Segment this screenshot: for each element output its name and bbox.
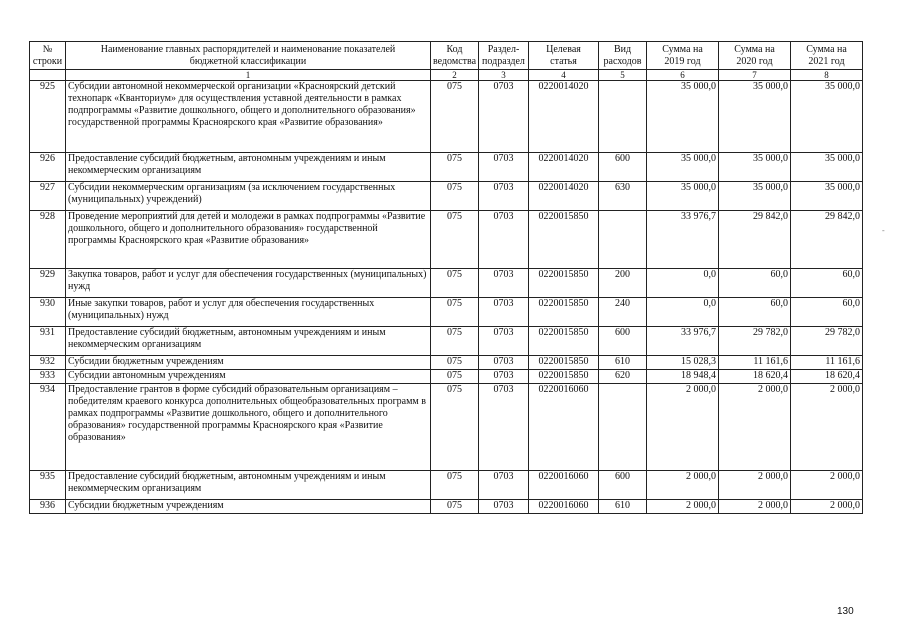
row-expense-type: 610 — [599, 500, 647, 514]
row-number: 925 — [30, 81, 66, 153]
page-number: 130 — [837, 606, 854, 617]
row-target-article: 0220016060 — [529, 500, 599, 514]
row-section: 0703 — [479, 211, 529, 269]
row-number: 926 — [30, 153, 66, 182]
row-sum-2021: 35 000,0 — [791, 81, 863, 153]
row-section: 0703 — [479, 81, 529, 153]
row-dept-code: 075 — [431, 153, 479, 182]
row-sum-2019: 2 000,0 — [647, 384, 719, 471]
row-target-article: 0220015850 — [529, 327, 599, 356]
row-dept-code: 075 — [431, 182, 479, 211]
row-name: Субсидии бюджетным учреждениям — [66, 356, 431, 370]
row-expense-type — [599, 81, 647, 153]
table-row — [30, 384, 863, 471]
row-target-article: 0220014020 — [529, 153, 599, 182]
row-sum-2020: 60,0 — [719, 298, 791, 327]
row-number: 932 — [30, 356, 66, 370]
header-sum-2021: Сумма на 2021 год — [791, 42, 863, 70]
column-number: 2 — [431, 70, 479, 81]
table-row — [30, 211, 863, 269]
row-number: 930 — [30, 298, 66, 327]
row-dept-code: 075 — [431, 298, 479, 327]
column-number-row — [30, 70, 863, 81]
row-number: 934 — [30, 384, 66, 471]
row-sum-2019: 35 000,0 — [647, 182, 719, 211]
margin-mark: - — [882, 226, 885, 235]
row-expense-type: 630 — [599, 182, 647, 211]
table-row — [30, 500, 863, 514]
row-sum-2019: 15 028,3 — [647, 356, 719, 370]
row-sum-2019: 33 976,7 — [647, 211, 719, 269]
column-number: 8 — [791, 70, 863, 81]
row-section: 0703 — [479, 471, 529, 500]
row-target-article: 0220015850 — [529, 370, 599, 384]
table-row — [30, 327, 863, 356]
row-sum-2021: 2 000,0 — [791, 384, 863, 471]
table-header — [30, 42, 863, 81]
row-name: Предоставление грантов в форме субсидий образовательным организациям – победителям краевого конкурса дополнительных общеобразовательных программ в рамках подпрограммы «Развитие дошкольного, общего и дополнительного образования» государственной программы Красноярского края «Развитие образования» — [66, 384, 431, 471]
row-sum-2019: 0,0 — [647, 298, 719, 327]
row-dept-code: 075 — [431, 384, 479, 471]
row-section: 0703 — [479, 327, 529, 356]
table-row — [30, 356, 863, 370]
table-row — [30, 182, 863, 211]
table-row — [30, 269, 863, 298]
row-section: 0703 — [479, 182, 529, 211]
row-target-article: 0220016060 — [529, 384, 599, 471]
row-name: Субсидии автономным учреждениям — [66, 370, 431, 384]
table-row — [30, 298, 863, 327]
row-target-article: 0220014020 — [529, 81, 599, 153]
row-sum-2019: 35 000,0 — [647, 81, 719, 153]
row-section: 0703 — [479, 500, 529, 514]
row-dept-code: 075 — [431, 356, 479, 370]
row-sum-2021: 35 000,0 — [791, 182, 863, 211]
row-dept-code: 075 — [431, 500, 479, 514]
row-sum-2019: 18 948,4 — [647, 370, 719, 384]
header-sum-2019: Сумма на 2019 год — [647, 42, 719, 70]
row-sum-2020: 35 000,0 — [719, 81, 791, 153]
row-sum-2020: 35 000,0 — [719, 182, 791, 211]
row-sum-2019: 2 000,0 — [647, 471, 719, 500]
row-section: 0703 — [479, 384, 529, 471]
row-dept-code: 075 — [431, 269, 479, 298]
row-number: 927 — [30, 182, 66, 211]
table-row — [30, 153, 863, 182]
row-section: 0703 — [479, 153, 529, 182]
column-number: 6 — [647, 70, 719, 81]
row-sum-2021: 18 620,4 — [791, 370, 863, 384]
row-expense-type — [599, 384, 647, 471]
row-target-article: 0220016060 — [529, 471, 599, 500]
row-expense-type: 600 — [599, 153, 647, 182]
header-expense-type: Вид расходов — [599, 42, 647, 70]
header-target-article: Целевая статья — [529, 42, 599, 70]
header-dept-code: Код ведомства — [431, 42, 479, 70]
row-sum-2020: 29 842,0 — [719, 211, 791, 269]
row-name: Иные закупки товаров, работ и услуг для обеспечения государственных (муниципальных) нужд — [66, 298, 431, 327]
row-expense-type: 620 — [599, 370, 647, 384]
row-sum-2021: 35 000,0 — [791, 153, 863, 182]
row-number: 931 — [30, 327, 66, 356]
row-sum-2021: 60,0 — [791, 298, 863, 327]
row-expense-type: 600 — [599, 471, 647, 500]
row-target-article: 0220014020 — [529, 182, 599, 211]
row-dept-code: 075 — [431, 211, 479, 269]
row-sum-2021: 29 842,0 — [791, 211, 863, 269]
row-sum-2021: 2 000,0 — [791, 471, 863, 500]
header-row-number: № строки — [30, 42, 66, 70]
row-sum-2019: 2 000,0 — [647, 500, 719, 514]
row-sum-2021: 11 161,6 — [791, 356, 863, 370]
row-expense-type: 600 — [599, 327, 647, 356]
row-name: Субсидии бюджетным учреждениям — [66, 500, 431, 514]
row-section: 0703 — [479, 269, 529, 298]
row-sum-2019: 0,0 — [647, 269, 719, 298]
column-number: 7 — [719, 70, 791, 81]
row-number: 933 — [30, 370, 66, 384]
row-expense-type — [599, 211, 647, 269]
table-row — [30, 370, 863, 384]
row-sum-2020: 60,0 — [719, 269, 791, 298]
row-section: 0703 — [479, 356, 529, 370]
table-row — [30, 471, 863, 500]
header-sum-2020: Сумма на 2020 год — [719, 42, 791, 70]
row-expense-type: 610 — [599, 356, 647, 370]
row-sum-2020: 2 000,0 — [719, 471, 791, 500]
row-sum-2020: 29 782,0 — [719, 327, 791, 356]
row-number: 935 — [30, 471, 66, 500]
table-body — [30, 81, 863, 514]
row-sum-2019: 33 976,7 — [647, 327, 719, 356]
table-row — [30, 81, 863, 153]
row-dept-code: 075 — [431, 370, 479, 384]
row-sum-2021: 60,0 — [791, 269, 863, 298]
row-number: 929 — [30, 269, 66, 298]
row-number: 928 — [30, 211, 66, 269]
row-target-article: 0220015850 — [529, 298, 599, 327]
row-name: Предоставление субсидий бюджетным, автономным учреждениям и иным некоммерческим организациям — [66, 471, 431, 500]
row-sum-2020: 35 000,0 — [719, 153, 791, 182]
row-expense-type: 240 — [599, 298, 647, 327]
row-section: 0703 — [479, 370, 529, 384]
row-sum-2020: 18 620,4 — [719, 370, 791, 384]
column-number: 4 — [529, 70, 599, 81]
row-name: Проведение мероприятий для детей и молодежи в рамках подпрограммы «Развитие дошкольного, общего и дополнительного образования» государственной программы Красноярского края «Развитие образования» — [66, 211, 431, 269]
header-name: Наименование главных распорядителей и наименование показателей бюджетной классификации — [66, 42, 431, 70]
row-dept-code: 075 — [431, 81, 479, 153]
header-section: Раздел-подраздел — [479, 42, 529, 70]
row-target-article: 0220015850 — [529, 269, 599, 298]
row-name: Субсидии некоммерческим организациям (за исключением государственных (муниципальных) учреждений) — [66, 182, 431, 211]
row-sum-2021: 2 000,0 — [791, 500, 863, 514]
budget-table — [29, 41, 863, 514]
row-target-article: 0220015850 — [529, 211, 599, 269]
row-dept-code: 075 — [431, 471, 479, 500]
column-number — [30, 70, 66, 81]
row-target-article: 0220015850 — [529, 356, 599, 370]
row-name: Субсидии автономной некоммерческой организации «Красноярский детский технопарк «Кванториум» для осуществления уставной деятельности в рамках подпрограммы «Развитие дошкольного, общего и дополнительного образования» государственной программы Красноярского края «Развитие образования» — [66, 81, 431, 153]
row-sum-2019: 35 000,0 — [647, 153, 719, 182]
column-number: 1 — [66, 70, 431, 81]
row-sum-2020: 2 000,0 — [719, 384, 791, 471]
row-sum-2021: 29 782,0 — [791, 327, 863, 356]
row-section: 0703 — [479, 298, 529, 327]
row-sum-2020: 2 000,0 — [719, 500, 791, 514]
row-sum-2020: 11 161,6 — [719, 356, 791, 370]
row-name: Предоставление субсидий бюджетным, автономным учреждениям и иным некоммерческим организациям — [66, 327, 431, 356]
row-expense-type: 200 — [599, 269, 647, 298]
row-name: Закупка товаров, работ и услуг для обеспечения государственных (муниципальных) нужд — [66, 269, 431, 298]
column-number: 3 — [479, 70, 529, 81]
row-name: Предоставление субсидий бюджетным, автономным учреждениям и иным некоммерческим организациям — [66, 153, 431, 182]
row-dept-code: 075 — [431, 327, 479, 356]
column-number: 5 — [599, 70, 647, 81]
row-number: 936 — [30, 500, 66, 514]
